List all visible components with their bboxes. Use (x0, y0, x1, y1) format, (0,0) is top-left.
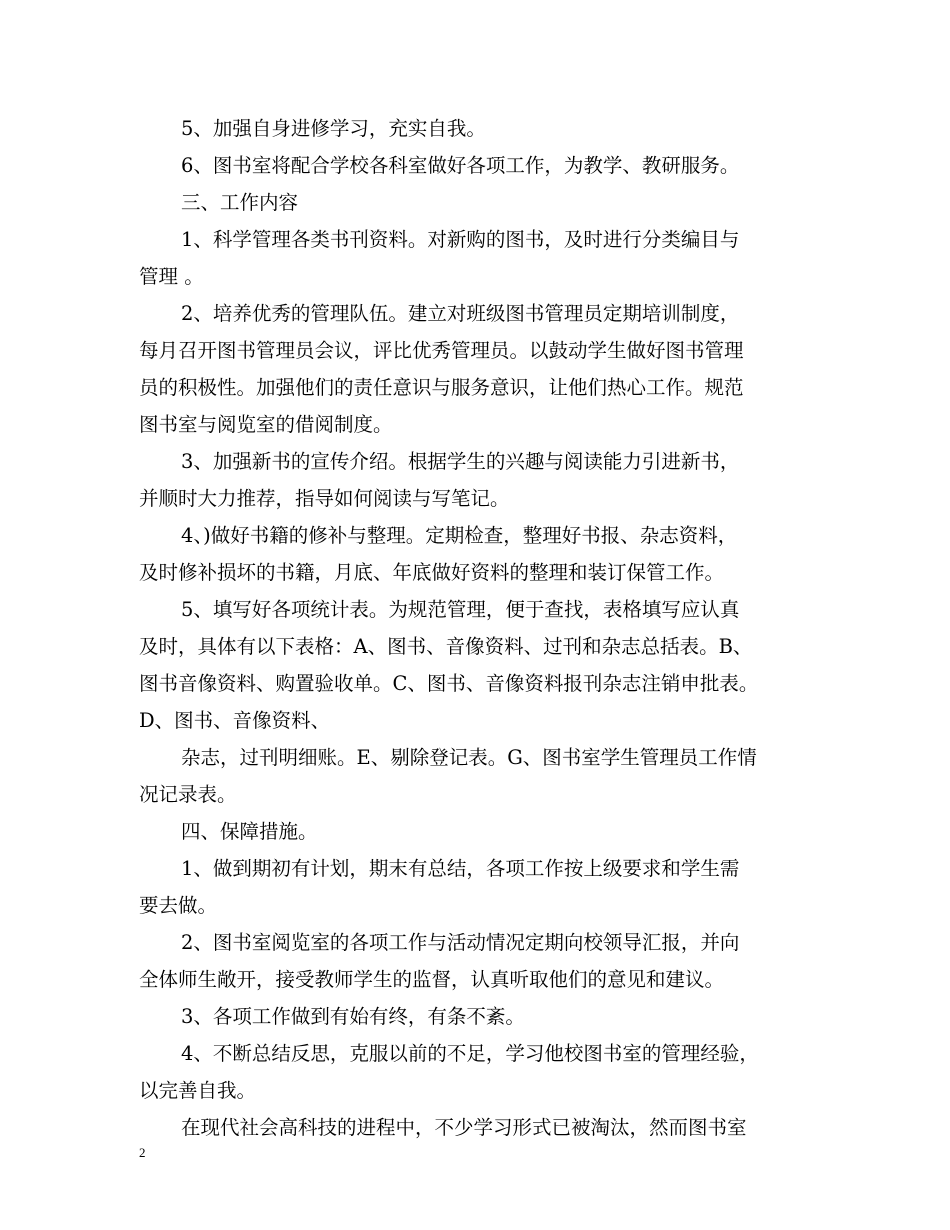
paragraph-line: 4、)做好书籍的修补与整理。定期检查，整理好书报、杂志资料， (181, 524, 738, 547)
paragraph-line: 并顺时大力推荐，指导如何阅读与写笔记。 (139, 487, 510, 510)
paragraph-line: 3、各项工作做到有始有终，有条不紊。 (181, 1005, 525, 1028)
paragraph-line: 员的积极性。加强他们的责任意识与服务意识，让他们热心工作。规范 (139, 376, 744, 399)
paragraph-line: 在现代社会高科技的进程中，不少学习形式已被淘汰，然而图书室 (181, 1116, 747, 1139)
paragraph-line: 5、填写好各项统计表。为规范管理，便于查找，表格填写应认真 (181, 598, 740, 621)
paragraph-line: 每月召开图书管理员会议，评比优秀管理员。以鼓动学生做好图书管理 (139, 339, 744, 362)
page-number: 2 (139, 1145, 146, 1160)
paragraph-line: 及时，具体有以下表格：A、图书、音像资料、过刊和杂志总括表。B、 (139, 635, 753, 658)
paragraph-line: 4、不断总结反思，克服以前的不足，学习他校图书室的管理经验， (181, 1042, 759, 1065)
paragraph-line: 况记录表。 (139, 783, 237, 806)
section-heading: 三、工作内容 (181, 191, 299, 214)
paragraph-line: 要去做。 (139, 894, 218, 917)
paragraph-line: 6、图书室将配合学校各科室做好各项工作，为教学、教研服务。 (181, 154, 740, 177)
paragraph-line: 管理 。 (139, 265, 204, 288)
paragraph-line: 1、科学管理各类书刊资料。对新购的图书，及时进行分类编目与 (181, 228, 740, 251)
paragraph-line: 5、加强自身进修学习，充实自我。 (181, 117, 486, 140)
section-heading: 四、保障措施。 (181, 820, 318, 843)
paragraph-line: 3、加强新书的宣传介绍。根据学生的兴趣与阅读能力引进新书， (181, 450, 740, 473)
paragraph-line: 2、图书室阅览室的各项工作与活动情况定期向校领导汇报，并向 (181, 931, 740, 954)
paragraph-line: 及时修补损坏的书籍，月底、年底做好资料的整理和装订保管工作。 (139, 561, 725, 584)
paragraph-line: 图书音像资料、购置验收单。C、图书、音像资料报刊杂志注销申批表。 (139, 672, 759, 695)
paragraph-line: 全体师生敞开，接受教师学生的监督，认真听取他们的意见和建议。 (139, 968, 725, 991)
paragraph-line: 图书室与阅览室的借阅制度。 (139, 413, 393, 436)
paragraph-line: 1、做到期初有计划，期末有总结，各项工作按上级要求和学生需 (181, 857, 740, 880)
paragraph-line: 以完善自我。 (139, 1079, 257, 1102)
paragraph-line: 2、培养优秀的管理队伍。建立对班级图书管理员定期培训制度， (181, 302, 740, 325)
paragraph-line: 杂志，过刊明细账。E、剔除登记表。G、图书室学生管理员工作情 (181, 746, 757, 769)
paragraph-line: D、图书、音像资料、 (139, 709, 331, 732)
